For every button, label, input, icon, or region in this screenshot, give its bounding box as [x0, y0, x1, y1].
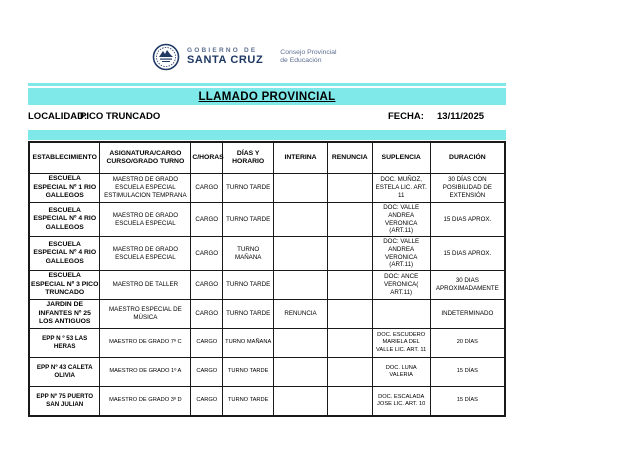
- table-cell: [274, 358, 328, 387]
- table-cell: [327, 300, 372, 329]
- table-cell: CARGO: [191, 174, 223, 203]
- table-cell: [274, 271, 328, 300]
- header-logo: [152, 40, 337, 74]
- table-cell: ESCUELA ESPECIAL Nº 1 RIO GALLEGOS: [29, 174, 100, 203]
- table-cell: CARGO: [191, 300, 223, 329]
- table-header-cell: RENUNCIA: [327, 142, 372, 174]
- table-cell: TURNO TARDE: [223, 300, 274, 329]
- table-row: [29, 271, 505, 300]
- table-cell: [327, 271, 372, 300]
- meta-row: [28, 108, 506, 126]
- table-cell: RENUNCIA: [274, 300, 328, 329]
- table-cell: CARGO: [191, 329, 223, 358]
- table-cell: MAESTRO DE GRADO ESCUELA ESPECIAL: [100, 203, 191, 237]
- table-cell: TURNO MAÑANA: [223, 237, 274, 271]
- table-cell: MAESTRO DE GRADO 1º A: [100, 358, 191, 387]
- table-cell: INDETERMINADO: [430, 300, 505, 329]
- table-cell: DOC. ESCUDERO MARIELA DEL VALLE LIC. ART. 11: [372, 329, 430, 358]
- table-cell: [327, 174, 372, 203]
- table-cell: TURNO TARDE: [223, 174, 274, 203]
- table-cell: MAESTRO DE GRADO ESCUELA ESPECIAL: [100, 237, 191, 271]
- government-wordmark: [187, 48, 263, 66]
- table-cell: [327, 329, 372, 358]
- table-header-cell: DÍAS Y HORARIO: [223, 142, 274, 174]
- table-header-cell: ESTABLECIMIENTO: [29, 142, 100, 174]
- table-cell: [372, 300, 430, 329]
- table-row: [29, 203, 505, 237]
- table-cell: DOC. MUÑOZ, ESTELA LIC. ART. 11: [372, 174, 430, 203]
- table-cell: 30 DIAS APROXIMADAMENTE: [430, 271, 505, 300]
- table-row: [29, 300, 505, 329]
- table-cell: MAESTRO DE GRADO ESCUELA ESPECIAL ESTIMULACION TEMPRANA: [100, 174, 191, 203]
- localidad-value: PICO TRUNCADO: [80, 111, 161, 122]
- table-cell: [274, 203, 328, 237]
- page-title: LLAMADO PROVINCIAL: [198, 90, 336, 103]
- table-cell: ESCUELA ESPECIAL Nº 4 RIO GALLEGOS: [29, 237, 100, 271]
- table-cell: TURNO TARDE: [223, 358, 274, 387]
- table-cell: CARGO: [191, 237, 223, 271]
- table-cell: 15 DIAS APROX.: [430, 237, 505, 271]
- table-cell: ESCUELA ESPECIAL Nº 4 RIO GALLEGOS: [29, 203, 100, 237]
- table-row: [29, 237, 505, 271]
- table-cell: CARGO: [191, 387, 223, 417]
- table-cell: TURNO TARDE: [223, 387, 274, 417]
- table-cell: [274, 387, 328, 417]
- table-cell: DOC: VALLE ANDREA VERONICA (ART.11): [372, 203, 430, 237]
- table-header-row: [29, 142, 505, 174]
- fecha-value: 13/11/2025: [437, 111, 485, 122]
- table-row: [29, 174, 505, 203]
- table-header-cell: C/HORAS: [191, 142, 223, 174]
- table-cell: [327, 237, 372, 271]
- vacancy-table: [28, 141, 506, 417]
- table-cell: 20 DÍAS: [430, 329, 505, 358]
- table-cell: MAESTRO ESPECIAL DE MÚSICA: [100, 300, 191, 329]
- table-row: [29, 329, 505, 358]
- table-cell: DOC: ANCE VERONICA( ART.11): [372, 271, 430, 300]
- table-top-cyan-strip: [28, 130, 506, 140]
- table-cell: CARGO: [191, 203, 223, 237]
- table-cell: 15 DÍAS: [430, 358, 505, 387]
- table-cell: [327, 358, 372, 387]
- table-cell: 30 DÍAS CON POSIBILIDAD DE EXTENSIÓN: [430, 174, 505, 203]
- table-cell: TURNO TARDE: [223, 271, 274, 300]
- santa-cruz-crest-icon: [152, 42, 180, 72]
- table-cell: [274, 237, 328, 271]
- org-wordmark: [280, 49, 336, 65]
- table-header-cell: DURACIÓN: [430, 142, 505, 174]
- table-body: [29, 174, 505, 417]
- table-cell: 15 DÍAS: [430, 387, 505, 417]
- table-header-cell: SUPLENCIA: [372, 142, 430, 174]
- table-cell: [327, 387, 372, 417]
- table-cell: EPP Nº 43 CALETA OLIVIA: [29, 358, 100, 387]
- table-cell: DOC. LUNA VALERIA: [372, 358, 430, 387]
- government-line2: SANTA CRUZ: [187, 53, 264, 66]
- fecha-label: FECHA:: [388, 111, 424, 122]
- top-cyan-rule: [28, 83, 506, 86]
- banner: [28, 88, 506, 105]
- table-cell: JARDIN DE INFANTES Nº 25 LOS ANTIGUOS: [29, 300, 100, 329]
- table-cell: DOC: VALLE ANDREA VERONICA (ART.11): [372, 237, 430, 271]
- table-cell: TURNO TARDE: [223, 203, 274, 237]
- table-cell: [327, 203, 372, 237]
- table-cell: CARGO: [191, 271, 223, 300]
- localidad-label: LOCALIDAD:: [28, 111, 88, 122]
- table-row: [29, 387, 505, 417]
- table-cell: MAESTRO DE GRADO 7º C: [100, 329, 191, 358]
- table-cell: CARGO: [191, 358, 223, 387]
- table-cell: EPP Nº 75 PUERTO SAN JULIAN: [29, 387, 100, 417]
- table-cell: MAESTRO DE TALLER: [100, 271, 191, 300]
- table-cell: MAESTRO DE GRADO 3º D: [100, 387, 191, 417]
- table-header-cell: ASIGNATURA/CARGO CURSO/GRADO TURNO: [100, 142, 191, 174]
- table-cell: TURNO MAÑANA: [223, 329, 274, 358]
- table-header-cell: INTERINA: [274, 142, 328, 174]
- table-cell: ESCUELA ESPECIAL Nº 3 PICO TRUNCADO: [29, 271, 100, 300]
- org-line2: de Educación: [280, 57, 322, 64]
- table-cell: [274, 329, 328, 358]
- table-cell: 15 DIAS APROX.: [430, 203, 505, 237]
- government-line1: GOBIERNO DE: [187, 46, 258, 54]
- org-line1: Consejo Provincial: [280, 49, 337, 57]
- table-cell: DOC. ESCALADA JOSE LIC. ART. 10: [372, 387, 430, 417]
- table-cell: EPP N º 53 LAS HERAS: [29, 329, 100, 358]
- table-cell: [274, 174, 328, 203]
- table-row: [29, 358, 505, 387]
- vacancy-table-wrap: [28, 141, 506, 417]
